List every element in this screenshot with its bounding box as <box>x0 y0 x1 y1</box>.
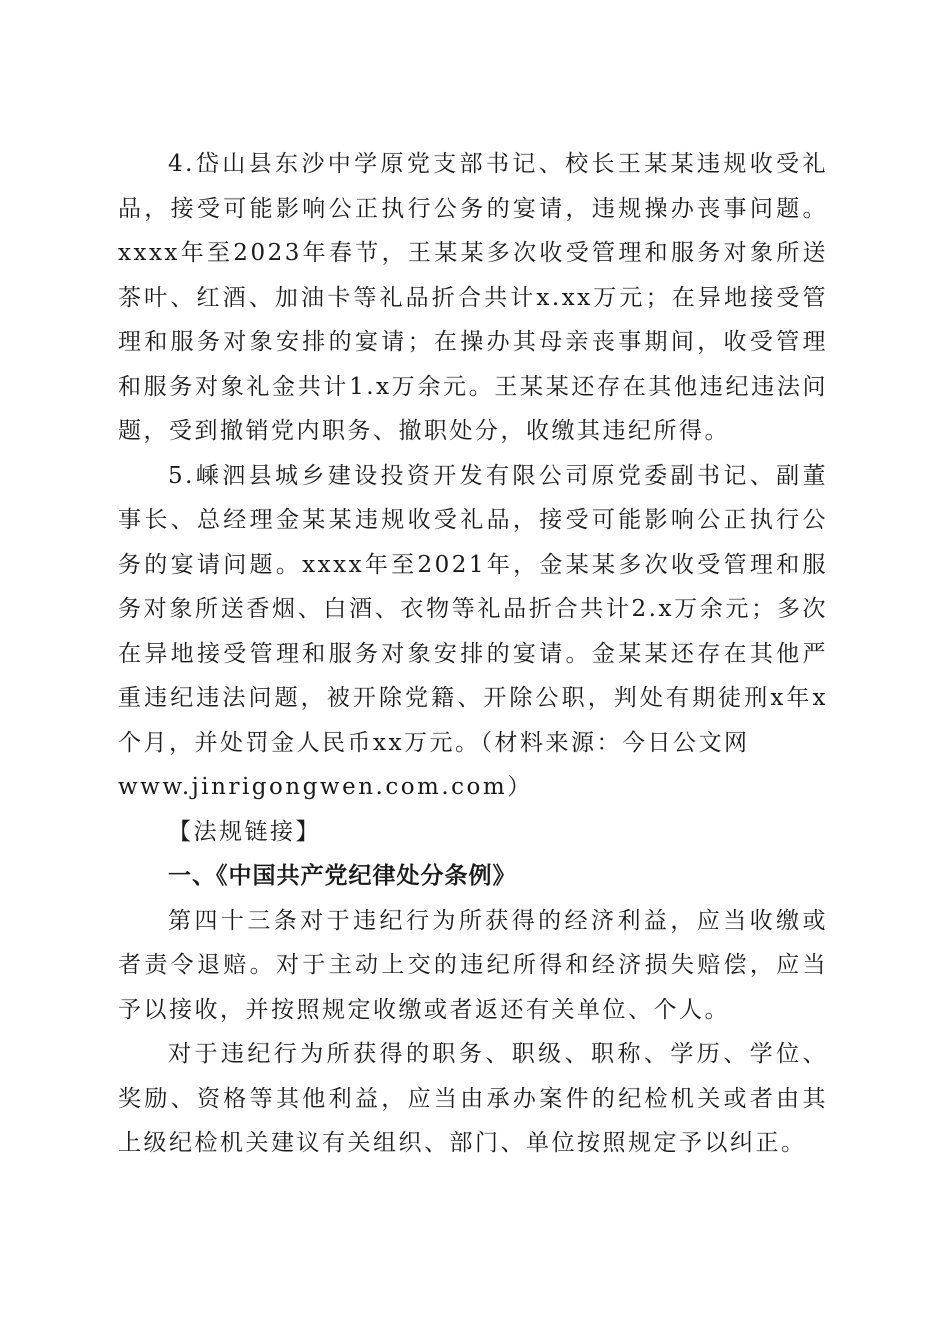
case-5-paragraph: 5.嵊泗县城乡建设投资开发有限公司原党委副书记、副董事长、总经理金某某违规收受礼品，接受可能影响公正执行公务的宴请问题。xxxx年至2021年，金某某多次收受管理和服务对象所送香烟、白酒、衣物等礼品折合共计2.x万余元；多次在异地接受管理和服务对象安排的宴请。金某某还存在其他严重违纪违法问题，被开除党籍、开除公职，判处有期徒刑x年x个月，并处罚金人民币xx万元。（材料来源：今日公文网 <box>118 462 828 756</box>
source-url-line: www.jinrigongwen.com.com） <box>118 774 533 800</box>
document-page <box>118 142 828 1166</box>
article-43-continuation: 对于违纪行为所获得的职务、职级、职称、学历、学位、奖励、资格等其他利益，应当由承办案件的纪检机关或者由其上级纪检机关建议有关组织、部门、单位按照规定予以纠正。 <box>118 1041 828 1156</box>
law-link-heading: 【法规链接】 <box>168 818 321 845</box>
article-43-paragraph: 第四十三条对于违纪行为所获得的经济利益，应当收缴或者责令退赔。对于主动上交的违纪所得和经济损失赔偿，应当予以接收，并按照规定收缴或者返还有关单位、个人。 <box>118 907 828 1023</box>
regulation-title: 一、《中国共产党纪律处分条例》 <box>168 863 517 889</box>
case-4-paragraph: 4.岱山县东沙中学原党支部书记、校长王某某违规收受礼品，接受可能影响公正执行公务的宴请，违规操办丧事问题。xxxx年至2023年春节，王某某多次收受管理和服务对象所送茶叶、红酒、加油卡等礼品折合共计x.xx万元；在异地接受管理和服务对象安排的宴请；在操办其母亲丧事期间，收受管理和服务对象礼金共计1.x万余元。王某某还存在其他违纪违法问题，受到撤销党内职务、撤职处分，收缴其违纪所得。 <box>118 151 828 444</box>
